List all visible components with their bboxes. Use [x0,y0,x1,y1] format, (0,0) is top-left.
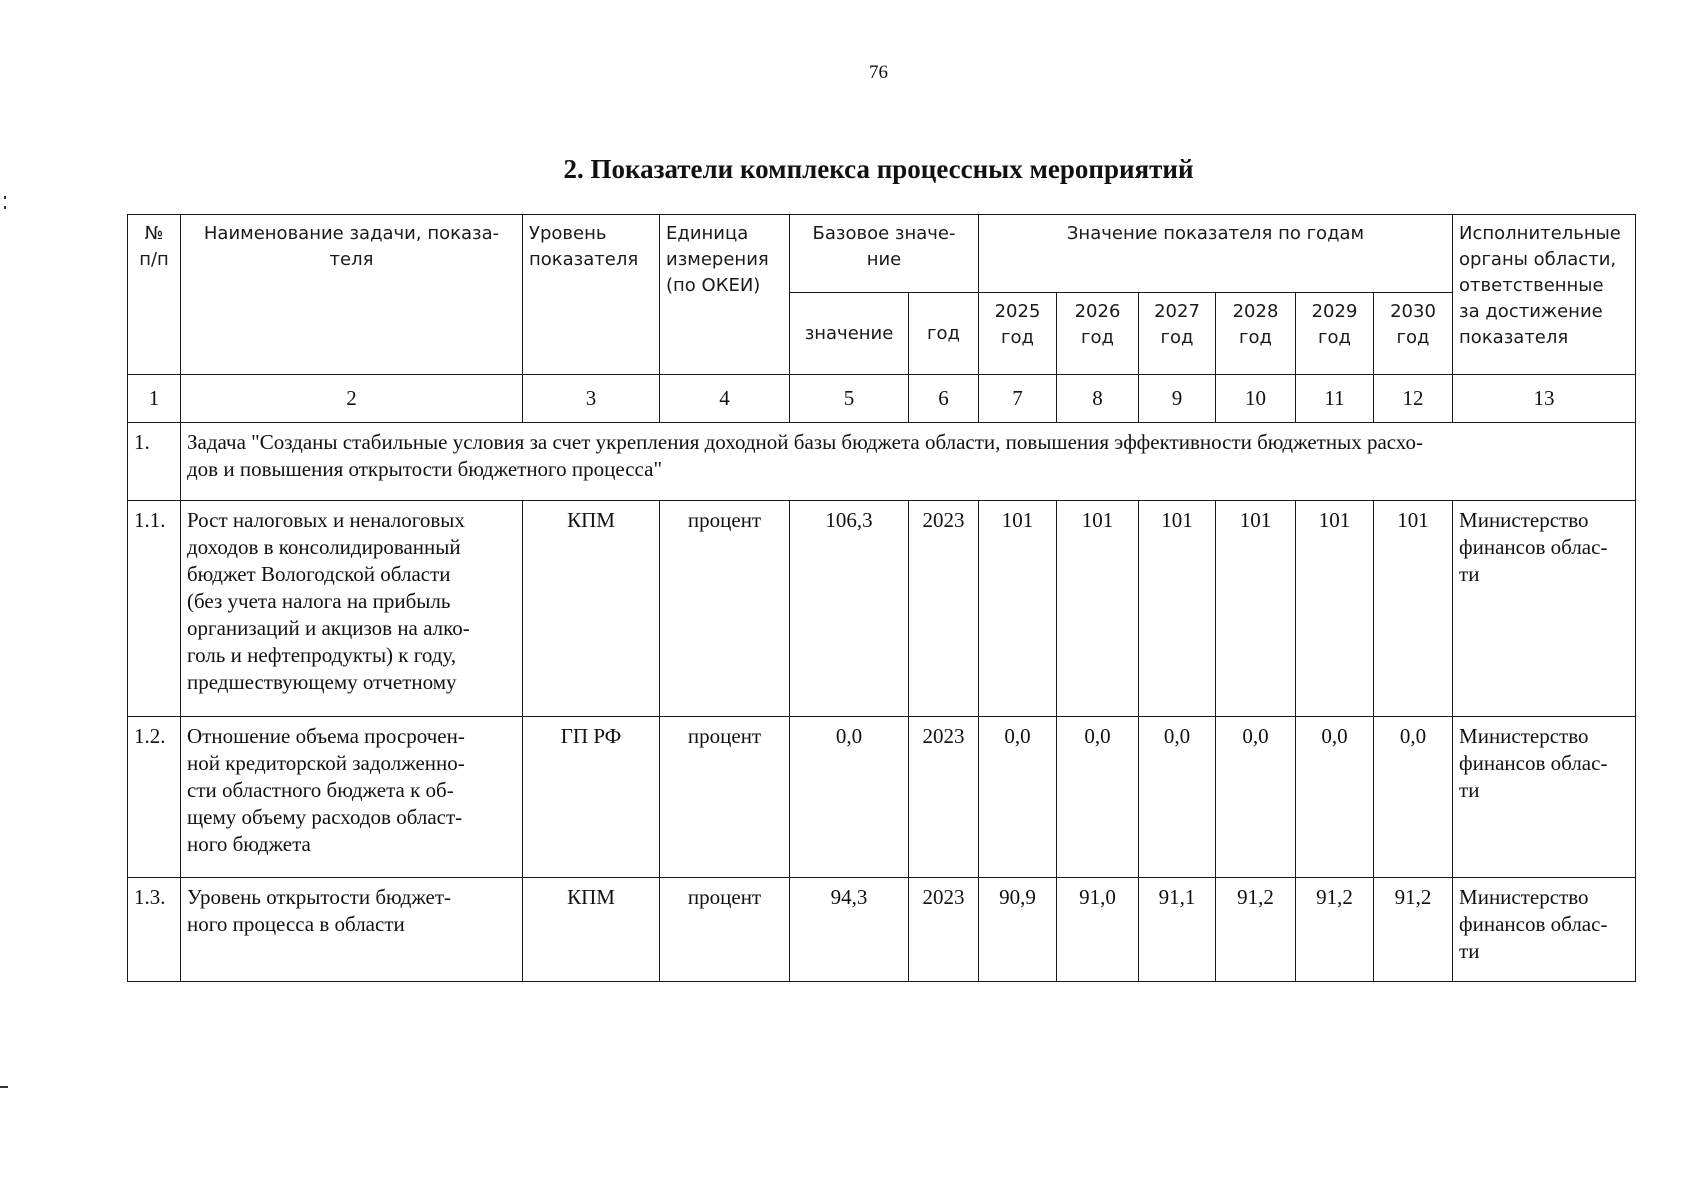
column-number: 13 [1453,375,1636,423]
base-value: 94,3 [790,878,909,982]
column-number: 4 [660,375,790,423]
indicator-level: КПМ [523,878,660,982]
value-2026: 0,0 [1057,717,1139,878]
header-row-1 [128,215,1636,293]
indicator-name: Отношение объема просрочен- ной кредиторской задолженно- сти областного бюджета к об- щему объему расходов област- ного бюджета [181,717,523,878]
executor: Министерство финансов облас- ти [1453,717,1636,878]
header-num: № п/п [128,215,181,375]
column-number: 3 [523,375,660,423]
indicator-unit: процент [660,717,790,878]
row-num: 1.1. [128,501,181,717]
base-year: 2023 [909,878,979,982]
indicator-level: ГП РФ [523,717,660,878]
scan-mark [4,206,6,209]
column-number: 8 [1057,375,1139,423]
value-2029: 91,2 [1296,878,1374,982]
header-year-2027: 2027 год [1139,293,1216,375]
scan-mark [0,1086,8,1088]
table-row [128,717,1636,878]
value-2026: 91,0 [1057,878,1139,982]
row-num: 1.3. [128,878,181,982]
header-year-2028: 2028 год [1216,293,1296,375]
row-num: 1.2. [128,717,181,878]
column-numbers-row [128,375,1636,423]
task-text: Задача "Созданы стабильные условия за счет укрепления доходной базы бюджета области, повышения эффективности бюджетных расхо- дов и повышения открытости бюджетного процесса" [181,423,1636,501]
value-2025: 90,9 [979,878,1057,982]
base-value: 0,0 [790,717,909,878]
column-number: 7 [979,375,1057,423]
header-base-year: год [909,293,979,375]
executor: Министерство финансов облас- ти [1453,878,1636,982]
value-2025: 101 [979,501,1057,717]
base-value: 106,3 [790,501,909,717]
value-2030: 91,2 [1374,878,1453,982]
value-2028: 101 [1216,501,1296,717]
task-row [128,423,1636,501]
value-2028: 0,0 [1216,717,1296,878]
value-2027: 91,1 [1139,878,1216,982]
base-year: 2023 [909,717,979,878]
value-2029: 101 [1296,501,1374,717]
value-2028: 91,2 [1216,878,1296,982]
column-number: 11 [1296,375,1374,423]
column-number: 6 [909,375,979,423]
page-title: 2. Показатели комплекса процессных мероприятий [563,154,1194,184]
value-2027: 0,0 [1139,717,1216,878]
indicators-table [127,214,1636,982]
executor: Министерство финансов облас- ти [1453,501,1636,717]
header-year-2026: 2026 год [1057,293,1139,375]
column-number: 9 [1139,375,1216,423]
header-years-group: Значение показателя по годам [979,215,1453,293]
value-2027: 101 [1139,501,1216,717]
header-executors: Исполнительные органы области, ответственные за достижение показателя [1453,215,1636,375]
value-2030: 101 [1374,501,1453,717]
indicator-name: Рост налоговых и неналоговых доходов в консолидированный бюджет Вологодской области (без учета налога на прибыль организаций и акцизов на алко- голь и нефтепродукты) к году, предшествующему отчетному [181,501,523,717]
page-number: 76 [869,62,888,83]
table-row [128,878,1636,982]
column-number: 12 [1374,375,1453,423]
indicator-name: Уровень открытости бюджет- ного процесса в области [181,878,523,982]
header-base: Базовое значе- ние [790,215,979,293]
header-name: Наименование задачи, показа- теля [181,215,523,375]
indicator-level: КПМ [523,501,660,717]
table-row [128,501,1636,717]
header-year-2025: 2025 год [979,293,1057,375]
task-num: 1. [128,423,181,501]
value-2030: 0,0 [1374,717,1453,878]
indicator-unit: процент [660,501,790,717]
value-2026: 101 [1057,501,1139,717]
column-number: 10 [1216,375,1296,423]
column-number: 5 [790,375,909,423]
value-2025: 0,0 [979,717,1057,878]
column-number: 2 [181,375,523,423]
value-2029: 0,0 [1296,717,1374,878]
scan-mark [4,196,6,199]
base-year: 2023 [909,501,979,717]
header-base-value: значение [790,293,909,375]
header-level: Уровень показателя [523,215,660,375]
header-year-2029: 2029 год [1296,293,1374,375]
header-year-2030: 2030 год [1374,293,1453,375]
header-unit: Единица измерения (по ОКЕИ) [660,215,790,375]
indicator-unit: процент [660,878,790,982]
column-number: 1 [128,375,181,423]
